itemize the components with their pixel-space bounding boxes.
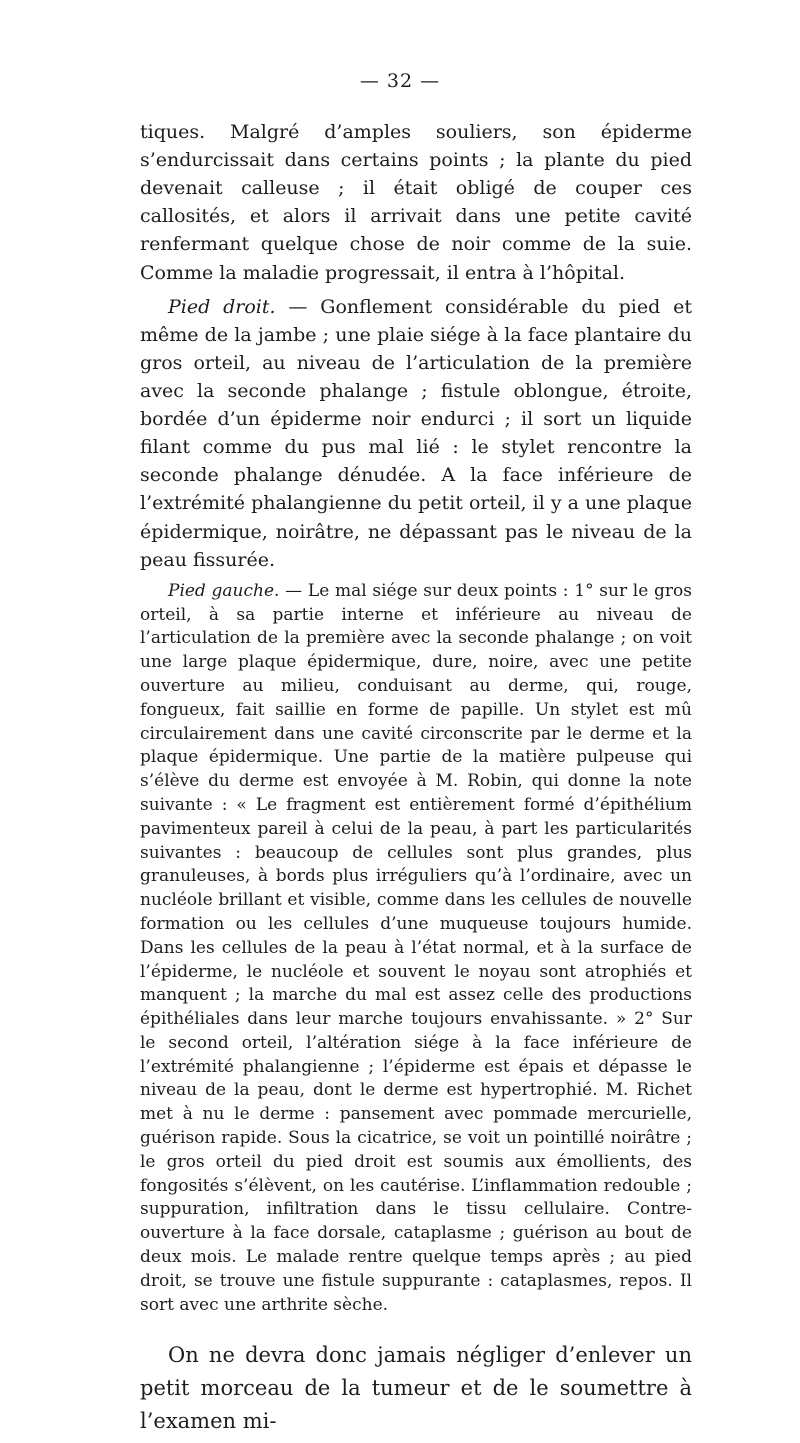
page-number: — 32 — (359, 70, 441, 92)
paragraph-conclusion: On ne devra donc jamais négliger d’enlever un petit morceau de la tumeur et de le soumettre à l’examen mi- (140, 1343, 692, 1433)
paragraph-continuation: tiques. Malgré d’amples souliers, son épiderme s’endurcissait dans certains points ; la plante du pied devenait calleuse ; il était obligé de couper ces callosités, et alors il arrivait dans une petite cavité renfermant quelque chose de noir comme de la suie. Comme la maladie progressait, il entra à l’hôpital. (140, 121, 692, 284)
body-text (140, 118, 692, 1443)
paragraph-pied-droit (140, 293, 692, 574)
section-heading-pied-gauche: Pied gauche. (168, 580, 280, 601)
paragraph-pied-gauche (140, 580, 692, 1318)
paragraph-pied-droit-text: — Gonflement considérable du pied et même de la jambe ; une plaie siége à la face plantaire du gros orteil, au niveau de l’articulation de la première avec la seconde phalange ; fistule oblongue, étroite, bordée d’un épiderme noir endurci ; il sort un liquide filant comme du pus mal lié : le stylet rencontre la seconde phalange dénudée. A la face inférieure de l’extrémité phalangienne du petit orteil, il y a une plaque épidermique, noirâtre, ne dépassant pas le niveau de la peau fissurée. (140, 295, 692, 571)
paragraph-pied-gauche-text: — Le mal siége sur deux points : 1° sur le gros orteil, à sa partie interne et inférieure au niveau de l’articulation de la première avec la seconde phalange ; on voit une large plaque épidermique, dure, noire, avec une petite ouverture au milieu, conduisant au derme, qui, rouge, fongueux, fait saillie en forme de papille. Un stylet est mû circulairement dans une cavité circonscrite par le derme et la plaque épidermique. Une partie de la matière pulpeuse qui s’élève du derme est envoyée à M. Robin, qui donne la note suivante : « Le fragment est entièrement formé d’épithélium pavimenteux pareil à celui de la peau, à part les particularités suivantes : beaucoup de cellules sont plus grandes, plus granuleuses, à bords plus irréguliers qu’à l’ordinaire, avec un nucléole brillant et visible, comme dans les cellules de nouvelle formation ou les cellules d’une muqueuse toujours humide. Dans les cellules de la peau à l’état normal, et à la surface de l’épiderme, le nucléole et souvent le noyau sont atrophiés et manquent ; la marche du mal est assez celle des productions épithéliales dans leur marche toujours envahissante. » 2° Sur le second orteil, l’altération siége à la face inférieure de l’extrémité phalangienne ; l’épiderme est épais et dépasse le niveau de la peau, dont le derme est hypertrophié. M. Richet met à nu le derme : pansement avec pommade mercurielle, guérison rapide. Sous la cicatrice, se voit un pointillé noirâtre ; le gros orteil du pied droit est soumis aux émollients, des fongosités s’élèvent, on les cautérise. L’inflammation redouble ; suppuration, infiltration dans le tissu cellulaire. Contre-ouverture à la face dorsale, cataplasme ; guérison au bout de deux mois. Le malade rentre quelque temps après ; au pied droit, se trouve une fistule suppurante : cataplasmes, repos. Il sort avec une arthrite sèche. (140, 580, 693, 1315)
section-heading-pied-droit: Pied droit. (168, 295, 276, 318)
